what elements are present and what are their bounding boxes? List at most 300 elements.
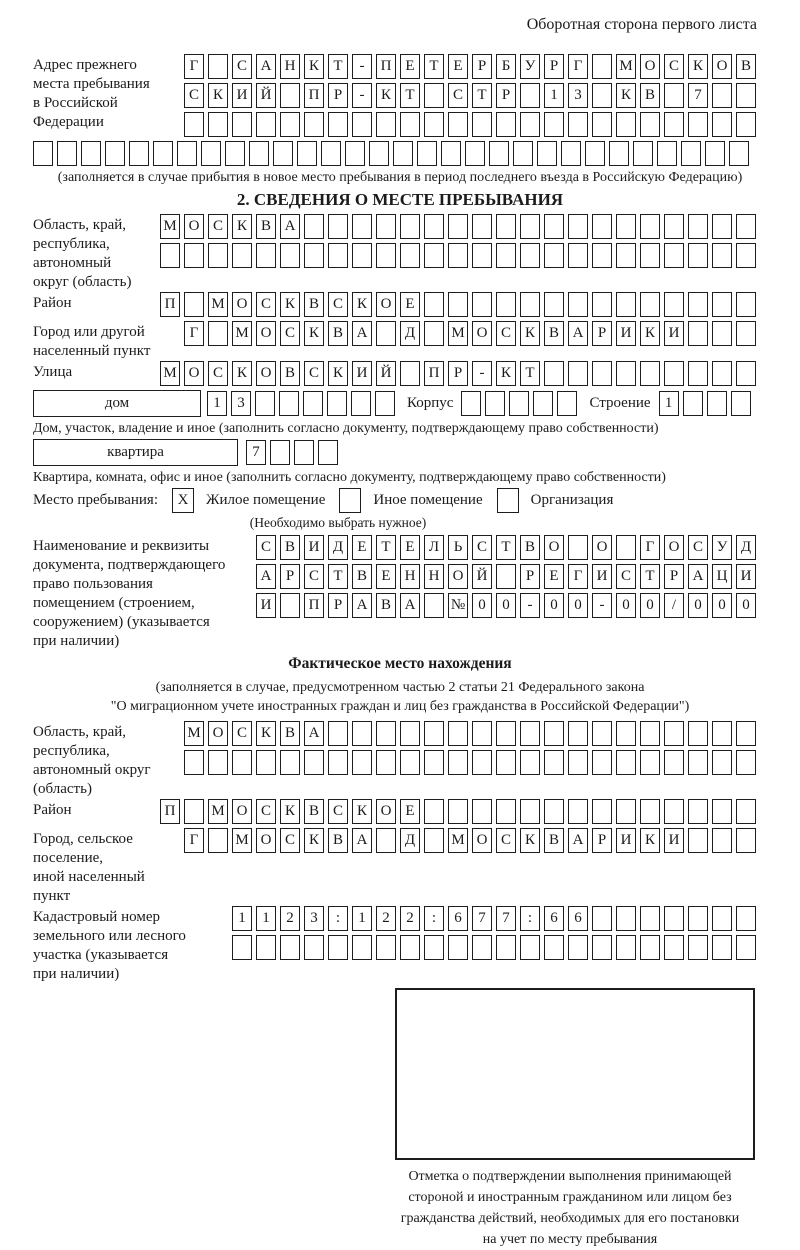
char-box[interactable]: С: [448, 83, 468, 108]
char-box[interactable]: И: [664, 828, 684, 853]
char-box[interactable]: [533, 391, 553, 416]
char-box[interactable]: О: [256, 321, 276, 346]
char-box[interactable]: [561, 141, 581, 166]
char-box[interactable]: И: [232, 83, 252, 108]
char-box[interactable]: 0: [688, 593, 708, 618]
char-box[interactable]: [712, 799, 732, 824]
char-box[interactable]: [664, 243, 684, 268]
char-box[interactable]: [712, 214, 732, 239]
char-box[interactable]: [640, 361, 660, 386]
char-box[interactable]: -: [520, 593, 540, 618]
char-box[interactable]: 3: [304, 906, 324, 931]
char-box[interactable]: М: [160, 214, 180, 239]
char-box[interactable]: [160, 243, 180, 268]
char-box[interactable]: К: [256, 721, 276, 746]
char-box[interactable]: И: [592, 564, 612, 589]
char-box[interactable]: [376, 214, 396, 239]
char-box[interactable]: 0: [616, 593, 636, 618]
char-box[interactable]: Д: [400, 828, 420, 853]
char-box[interactable]: [520, 83, 540, 108]
char-box[interactable]: [736, 214, 756, 239]
char-box[interactable]: [568, 112, 588, 137]
char-box[interactable]: [592, 243, 612, 268]
char-box[interactable]: С: [304, 564, 324, 589]
char-box[interactable]: [736, 935, 756, 960]
char-box[interactable]: [472, 214, 492, 239]
char-box[interactable]: [376, 243, 396, 268]
char-box[interactable]: [520, 935, 540, 960]
char-box[interactable]: В: [304, 292, 324, 317]
char-box[interactable]: У: [712, 535, 732, 560]
char-box[interactable]: [208, 112, 228, 137]
char-box[interactable]: [520, 721, 540, 746]
char-box[interactable]: С: [280, 828, 300, 853]
char-box[interactable]: [270, 440, 290, 465]
char-box[interactable]: [592, 214, 612, 239]
char-box[interactable]: Й: [472, 564, 492, 589]
char-box[interactable]: [441, 141, 461, 166]
char-box[interactable]: С: [184, 83, 204, 108]
char-box[interactable]: [256, 243, 276, 268]
char-box[interactable]: [592, 112, 612, 137]
char-box[interactable]: [537, 141, 557, 166]
char-box[interactable]: Т: [328, 54, 348, 79]
char-box[interactable]: [568, 361, 588, 386]
char-box[interactable]: [592, 799, 612, 824]
char-box[interactable]: Р: [496, 83, 516, 108]
char-box[interactable]: О: [184, 214, 204, 239]
char-box[interactable]: С: [472, 535, 492, 560]
char-box[interactable]: [616, 214, 636, 239]
char-box[interactable]: [376, 721, 396, 746]
char-box[interactable]: [448, 935, 468, 960]
char-box[interactable]: :: [328, 906, 348, 931]
char-box[interactable]: В: [280, 535, 300, 560]
char-box[interactable]: 2: [376, 906, 396, 931]
char-box[interactable]: [424, 292, 444, 317]
char-box[interactable]: [328, 750, 348, 775]
char-box[interactable]: К: [280, 292, 300, 317]
char-box[interactable]: О: [256, 828, 276, 853]
char-box[interactable]: [351, 391, 371, 416]
char-box[interactable]: И: [352, 361, 372, 386]
char-box[interactable]: А: [304, 721, 324, 746]
char-box[interactable]: [657, 141, 677, 166]
char-box[interactable]: [318, 440, 338, 465]
char-box[interactable]: М: [208, 292, 228, 317]
char-box[interactable]: [664, 214, 684, 239]
char-box[interactable]: 6: [448, 906, 468, 931]
char-box[interactable]: 3: [568, 83, 588, 108]
char-box[interactable]: [448, 214, 468, 239]
char-box[interactable]: П: [376, 54, 396, 79]
char-box[interactable]: [352, 721, 372, 746]
char-box[interactable]: -: [472, 361, 492, 386]
char-box[interactable]: [609, 141, 629, 166]
char-box[interactable]: :: [520, 906, 540, 931]
char-box[interactable]: К: [304, 828, 324, 853]
char-box[interactable]: [712, 361, 732, 386]
char-box[interactable]: [184, 799, 204, 824]
char-box[interactable]: С: [256, 799, 276, 824]
char-box[interactable]: [592, 906, 612, 931]
char-box[interactable]: [280, 593, 300, 618]
char-box[interactable]: [616, 799, 636, 824]
char-box[interactable]: [616, 935, 636, 960]
char-box[interactable]: [568, 292, 588, 317]
char-box[interactable]: С: [688, 535, 708, 560]
char-box[interactable]: [736, 83, 756, 108]
char-box[interactable]: Р: [592, 828, 612, 853]
char-box[interactable]: [424, 721, 444, 746]
char-box[interactable]: Ь: [448, 535, 468, 560]
char-box[interactable]: [616, 292, 636, 317]
char-box[interactable]: С: [328, 292, 348, 317]
char-box[interactable]: 0: [496, 593, 516, 618]
char-box[interactable]: Н: [280, 54, 300, 79]
char-box[interactable]: Р: [472, 54, 492, 79]
char-box[interactable]: [232, 243, 252, 268]
char-box[interactable]: [376, 750, 396, 775]
char-box[interactable]: К: [352, 799, 372, 824]
char-box[interactable]: 0: [712, 593, 732, 618]
char-box[interactable]: Т: [520, 361, 540, 386]
char-box[interactable]: 0: [544, 593, 564, 618]
char-box[interactable]: [568, 214, 588, 239]
char-box[interactable]: М: [448, 321, 468, 346]
char-box[interactable]: [424, 935, 444, 960]
char-box[interactable]: О: [376, 799, 396, 824]
char-box[interactable]: [640, 721, 660, 746]
char-box[interactable]: И: [304, 535, 324, 560]
char-box[interactable]: [448, 721, 468, 746]
char-box[interactable]: Н: [400, 564, 420, 589]
char-box[interactable]: Р: [592, 321, 612, 346]
char-box[interactable]: [424, 83, 444, 108]
char-box[interactable]: [376, 828, 396, 853]
char-box[interactable]: [616, 112, 636, 137]
char-box[interactable]: [592, 54, 612, 79]
char-box[interactable]: О: [232, 799, 252, 824]
char-box[interactable]: [633, 141, 653, 166]
char-box[interactable]: -: [352, 54, 372, 79]
char-box[interactable]: [664, 361, 684, 386]
char-box[interactable]: Т: [400, 83, 420, 108]
char-box[interactable]: [280, 83, 300, 108]
char-box[interactable]: В: [544, 828, 564, 853]
char-box[interactable]: Д: [328, 535, 348, 560]
char-box[interactable]: [640, 750, 660, 775]
char-box[interactable]: [736, 321, 756, 346]
char-box[interactable]: [640, 292, 660, 317]
char-box[interactable]: В: [544, 321, 564, 346]
char-box[interactable]: [280, 750, 300, 775]
char-box[interactable]: [736, 721, 756, 746]
char-box[interactable]: 2: [400, 906, 420, 931]
char-box[interactable]: [33, 141, 53, 166]
char-box[interactable]: [461, 391, 481, 416]
char-box[interactable]: №: [448, 593, 468, 618]
char-box[interactable]: [664, 83, 684, 108]
char-box[interactable]: [400, 721, 420, 746]
char-box[interactable]: К: [304, 321, 324, 346]
char-box[interactable]: [448, 292, 468, 317]
char-box[interactable]: [688, 361, 708, 386]
char-box[interactable]: [736, 292, 756, 317]
char-box[interactable]: В: [256, 214, 276, 239]
char-box[interactable]: П: [160, 292, 180, 317]
char-box[interactable]: И: [616, 321, 636, 346]
char-box[interactable]: [681, 141, 701, 166]
char-box[interactable]: [352, 935, 372, 960]
char-box[interactable]: Т: [640, 564, 660, 589]
char-box[interactable]: К: [688, 54, 708, 79]
char-box[interactable]: [304, 112, 324, 137]
char-box[interactable]: [393, 141, 413, 166]
char-box[interactable]: Г: [184, 321, 204, 346]
char-box[interactable]: О: [472, 321, 492, 346]
char-box[interactable]: [688, 214, 708, 239]
char-box[interactable]: [472, 292, 492, 317]
char-box[interactable]: [509, 391, 529, 416]
char-box[interactable]: [225, 141, 245, 166]
char-box[interactable]: В: [736, 54, 756, 79]
char-box[interactable]: [736, 750, 756, 775]
char-box[interactable]: [328, 935, 348, 960]
char-box[interactable]: С: [208, 361, 228, 386]
char-box[interactable]: [273, 141, 293, 166]
char-box[interactable]: [640, 906, 660, 931]
char-box[interactable]: [400, 750, 420, 775]
char-box[interactable]: 0: [640, 593, 660, 618]
char-box[interactable]: [520, 292, 540, 317]
char-box[interactable]: К: [640, 828, 660, 853]
char-box[interactable]: К: [496, 361, 516, 386]
char-box[interactable]: [705, 141, 725, 166]
char-box[interactable]: 7: [472, 906, 492, 931]
char-box[interactable]: В: [376, 593, 396, 618]
char-box[interactable]: [81, 141, 101, 166]
char-box[interactable]: [568, 535, 588, 560]
char-box[interactable]: [57, 141, 77, 166]
char-box[interactable]: [712, 906, 732, 931]
char-box[interactable]: [177, 141, 197, 166]
char-box[interactable]: [105, 141, 125, 166]
char-box[interactable]: 1: [659, 391, 679, 416]
char-box[interactable]: [280, 243, 300, 268]
char-box[interactable]: [496, 721, 516, 746]
char-box[interactable]: [448, 243, 468, 268]
char-box[interactable]: 7: [496, 906, 516, 931]
char-box[interactable]: С: [496, 828, 516, 853]
char-box[interactable]: [376, 112, 396, 137]
char-box[interactable]: К: [328, 361, 348, 386]
char-box[interactable]: С: [232, 54, 252, 79]
char-box[interactable]: [520, 799, 540, 824]
char-box[interactable]: [489, 141, 509, 166]
char-box[interactable]: 0: [736, 593, 756, 618]
char-box[interactable]: Л: [424, 535, 444, 560]
char-box[interactable]: С: [256, 535, 276, 560]
char-box[interactable]: [184, 112, 204, 137]
char-box[interactable]: [712, 935, 732, 960]
char-box[interactable]: 1: [207, 391, 227, 416]
char-box[interactable]: [568, 243, 588, 268]
char-box[interactable]: [544, 243, 564, 268]
char-box[interactable]: Р: [328, 593, 348, 618]
char-box[interactable]: Г: [184, 828, 204, 853]
char-box[interactable]: О: [232, 292, 252, 317]
char-box[interactable]: [256, 112, 276, 137]
char-box[interactable]: М: [616, 54, 636, 79]
char-box[interactable]: [184, 243, 204, 268]
char-box[interactable]: [496, 243, 516, 268]
char-box[interactable]: [520, 243, 540, 268]
char-box[interactable]: Р: [544, 54, 564, 79]
char-box[interactable]: [496, 750, 516, 775]
char-box[interactable]: С: [208, 214, 228, 239]
char-box[interactable]: [616, 243, 636, 268]
char-box[interactable]: К: [352, 292, 372, 317]
char-box[interactable]: П: [424, 361, 444, 386]
char-box[interactable]: [688, 750, 708, 775]
char-box[interactable]: [424, 750, 444, 775]
char-box[interactable]: [736, 243, 756, 268]
char-box[interactable]: С: [304, 361, 324, 386]
char-box[interactable]: Р: [448, 361, 468, 386]
char-box[interactable]: [249, 141, 269, 166]
char-box[interactable]: [321, 141, 341, 166]
char-box[interactable]: [664, 292, 684, 317]
char-box[interactable]: А: [568, 828, 588, 853]
char-box[interactable]: 6: [568, 906, 588, 931]
char-box[interactable]: [640, 243, 660, 268]
char-box[interactable]: [448, 750, 468, 775]
char-box[interactable]: И: [664, 321, 684, 346]
char-box[interactable]: [688, 828, 708, 853]
char-box[interactable]: [424, 593, 444, 618]
char-box[interactable]: С: [664, 54, 684, 79]
char-box[interactable]: М: [232, 321, 252, 346]
char-box[interactable]: [712, 721, 732, 746]
char-box[interactable]: [616, 361, 636, 386]
char-box[interactable]: О: [544, 535, 564, 560]
stay-type-checkbox[interactable]: X: [172, 488, 194, 513]
char-box[interactable]: [664, 112, 684, 137]
char-box[interactable]: [279, 391, 299, 416]
char-box[interactable]: Г: [640, 535, 660, 560]
char-box[interactable]: [345, 141, 365, 166]
char-box[interactable]: 2: [280, 906, 300, 931]
char-box[interactable]: О: [592, 535, 612, 560]
char-box[interactable]: [585, 141, 605, 166]
char-box[interactable]: [640, 112, 660, 137]
char-box[interactable]: 0: [472, 593, 492, 618]
char-box[interactable]: [688, 799, 708, 824]
char-box[interactable]: [472, 750, 492, 775]
char-box[interactable]: [376, 935, 396, 960]
char-box[interactable]: [424, 321, 444, 346]
char-box[interactable]: [352, 750, 372, 775]
char-box[interactable]: Н: [424, 564, 444, 589]
char-box[interactable]: [712, 321, 732, 346]
char-box[interactable]: [375, 391, 395, 416]
char-box[interactable]: [664, 906, 684, 931]
char-box[interactable]: [201, 141, 221, 166]
char-box[interactable]: [712, 292, 732, 317]
char-box[interactable]: [208, 243, 228, 268]
char-box[interactable]: [184, 750, 204, 775]
char-box[interactable]: П: [304, 83, 324, 108]
char-box[interactable]: Й: [256, 83, 276, 108]
char-box[interactable]: М: [208, 799, 228, 824]
char-box[interactable]: [616, 750, 636, 775]
char-box[interactable]: 3: [231, 391, 251, 416]
char-box[interactable]: [664, 750, 684, 775]
char-box[interactable]: [129, 141, 149, 166]
char-box[interactable]: А: [352, 828, 372, 853]
char-box[interactable]: О: [184, 361, 204, 386]
char-box[interactable]: [376, 321, 396, 346]
char-box[interactable]: [513, 141, 533, 166]
char-box[interactable]: [568, 750, 588, 775]
char-box[interactable]: [496, 214, 516, 239]
char-box[interactable]: Т: [472, 83, 492, 108]
char-box[interactable]: [424, 214, 444, 239]
char-box[interactable]: К: [280, 799, 300, 824]
char-box[interactable]: Б: [496, 54, 516, 79]
char-box[interactable]: [465, 141, 485, 166]
char-box[interactable]: [153, 141, 173, 166]
char-box[interactable]: Д: [736, 535, 756, 560]
char-box[interactable]: [729, 141, 749, 166]
char-box[interactable]: О: [472, 828, 492, 853]
char-box[interactable]: [304, 750, 324, 775]
char-box[interactable]: 7: [688, 83, 708, 108]
char-box[interactable]: [688, 112, 708, 137]
char-box[interactable]: [616, 906, 636, 931]
char-box[interactable]: О: [256, 361, 276, 386]
char-box[interactable]: [472, 721, 492, 746]
char-box[interactable]: [616, 721, 636, 746]
char-box[interactable]: А: [400, 593, 420, 618]
char-box[interactable]: С: [232, 721, 252, 746]
char-box[interactable]: К: [232, 214, 252, 239]
char-box[interactable]: [736, 112, 756, 137]
char-box[interactable]: [352, 243, 372, 268]
char-box[interactable]: В: [328, 321, 348, 346]
char-box[interactable]: [256, 935, 276, 960]
char-box[interactable]: [184, 292, 204, 317]
char-box[interactable]: [568, 721, 588, 746]
char-box[interactable]: -: [592, 593, 612, 618]
char-box[interactable]: Р: [664, 564, 684, 589]
char-box[interactable]: [544, 292, 564, 317]
char-box[interactable]: В: [280, 721, 300, 746]
char-box[interactable]: А: [256, 54, 276, 79]
char-box[interactable]: Е: [352, 535, 372, 560]
char-box[interactable]: А: [688, 564, 708, 589]
char-box[interactable]: [712, 83, 732, 108]
char-box[interactable]: Р: [280, 564, 300, 589]
char-box[interactable]: [664, 799, 684, 824]
char-box[interactable]: А: [256, 564, 276, 589]
char-box[interactable]: [280, 935, 300, 960]
char-box[interactable]: [400, 112, 420, 137]
char-box[interactable]: [417, 141, 437, 166]
char-box[interactable]: [424, 799, 444, 824]
char-box[interactable]: [520, 750, 540, 775]
